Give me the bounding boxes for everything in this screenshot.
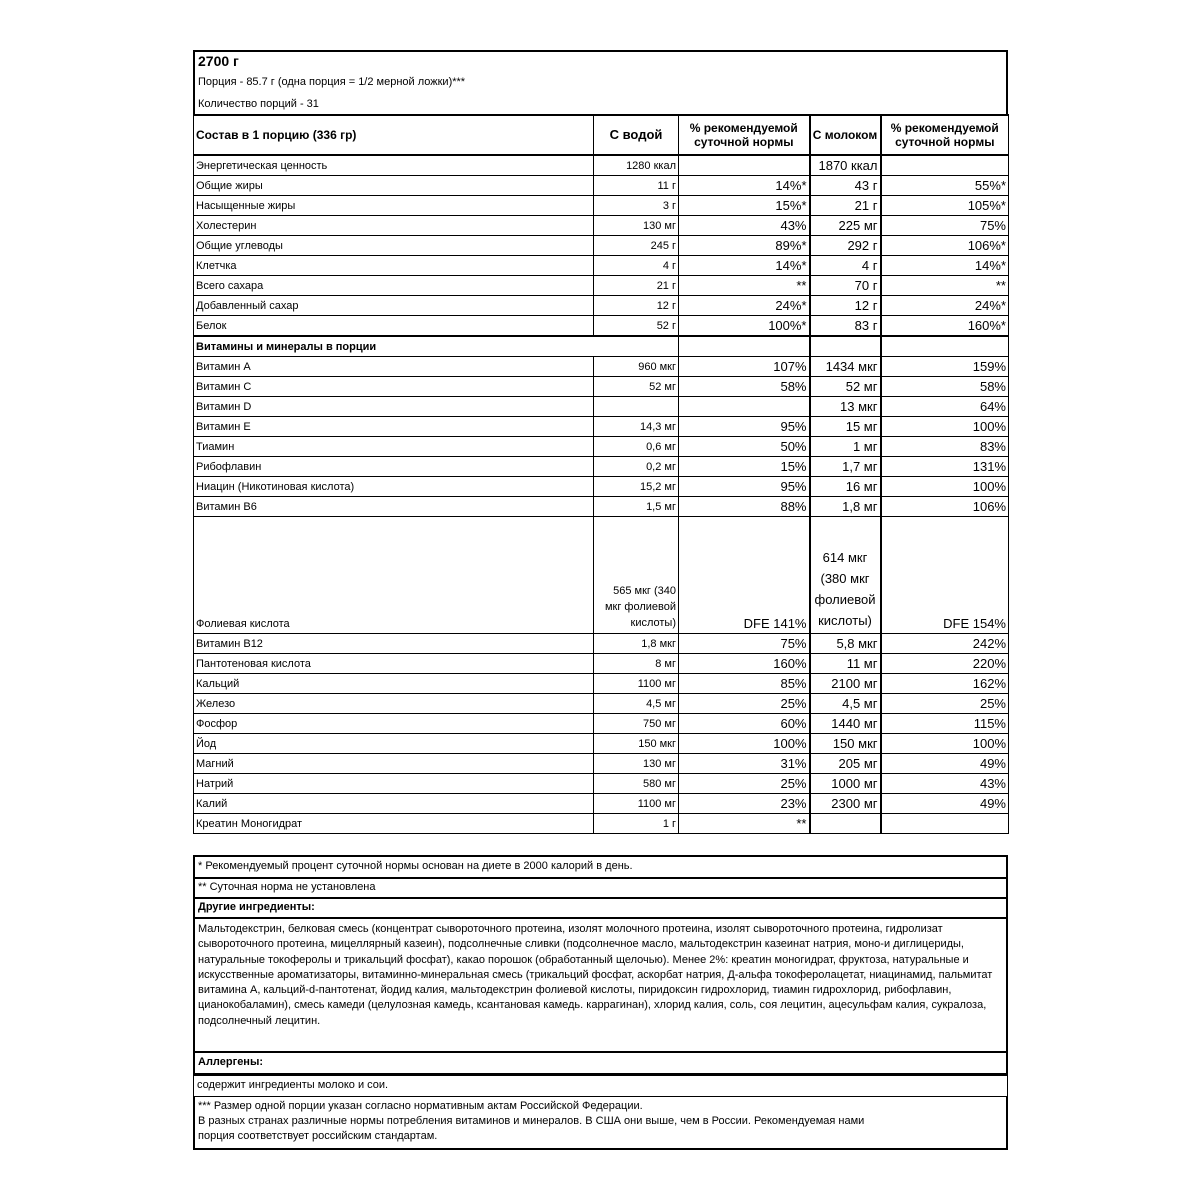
value-water: 52 мг [594,377,679,397]
table-row [194,674,1009,694]
percent-water [679,397,810,417]
percent-water [679,155,810,176]
section-title-row [194,336,1009,357]
nutrient-name: Рибофлавин [194,457,594,477]
table-row [194,754,1009,774]
allergens-title: Аллергены: [193,1053,1008,1075]
value-water: 1100 мг [594,794,679,814]
footnote-daily-value: * Рекомендуемый процент суточной нормы основан на диете в 2000 калорий в день. [193,855,1008,879]
value-milk: 1,7 мг [810,457,881,477]
value-milk: 2100 мг [810,674,881,694]
percent-water: 24%* [679,296,810,316]
note-line-3: порция соответствует российским стандартам. [198,1130,438,1142]
percent-milk: 159% [881,357,1009,377]
value-water: 750 мг [594,714,679,734]
value-milk: 614 мкг (380 мкг фолиевой кислоты) [810,517,881,634]
value-milk: 5,8 мкг [810,634,881,654]
value-water: 3 г [594,196,679,216]
percent-water: 95% [679,477,810,497]
nutrient-name: Пантотеновая кислота [194,654,594,674]
nutrition-table [193,114,1009,834]
value-water: 565 мкг (340 мкг фолиевой кислоты) [594,517,679,634]
percent-water: 43% [679,216,810,236]
value-milk: 21 г [810,196,881,216]
table-row [194,477,1009,497]
empty-cell [810,336,881,357]
percent-water: 85% [679,674,810,694]
percent-water: 100%* [679,316,810,337]
percent-water: 160% [679,654,810,674]
nutrient-name: Добавленный сахар [194,296,594,316]
percent-milk: 131% [881,457,1009,477]
nutrient-name: Всего сахара [194,276,594,296]
nutrient-name: Общие жиры [194,176,594,196]
value-milk: 150 мкг [810,734,881,754]
table-row [194,256,1009,276]
value-water: 245 г [594,236,679,256]
percent-milk: ** [881,276,1009,296]
table-row [194,634,1009,654]
nutrient-name: Кальций [194,674,594,694]
portion-size: Порция - 85.7 г (одна порция = 1/2 мерной ложки)*** [198,76,466,88]
value-milk: 16 мг [810,477,881,497]
nutrient-name: Витамин D [194,397,594,417]
footnote-not-set: ** Суточная норма не установлена [193,879,1008,899]
col-header-rdn-water: % рекомендуемой суточной нормы [679,115,810,155]
value-milk: 12 г [810,296,881,316]
percent-water: 107% [679,357,810,377]
value-water: 130 мг [594,216,679,236]
value-milk: 4,5 мг [810,694,881,714]
value-water: 1,8 мкг [594,634,679,654]
percent-milk: 55%* [881,176,1009,196]
percent-water: 14%* [679,256,810,276]
value-water: 21 г [594,276,679,296]
percent-water: ** [679,276,810,296]
table-row [194,397,1009,417]
table-row [194,517,1009,634]
percent-water: 89%* [679,236,810,256]
percent-water: 88% [679,497,810,517]
nutrient-name: Магний [194,754,594,774]
percent-water: DFE 141% [679,517,810,634]
col-header-rdn-milk: % рекомендуемой суточной нормы [881,115,1009,155]
nutrient-name: Ниацин (Никотиновая кислота) [194,477,594,497]
col-header-name: Состав в 1 порцию (336 гр) [194,115,594,155]
value-milk: 1440 мг [810,714,881,734]
percent-water: 25% [679,694,810,714]
value-water: 0,2 мг [594,457,679,477]
nutrient-name: Йод [194,734,594,754]
value-milk: 292 г [810,236,881,256]
percent-water: 60% [679,714,810,734]
percent-water: 25% [679,774,810,794]
table-row [194,155,1009,176]
nutrient-name: Энергетическая ценность [194,155,594,176]
percent-water: 23% [679,794,810,814]
nutrient-name: Тиамин [194,437,594,457]
nutrient-name: Фосфор [194,714,594,734]
percent-water: 95% [679,417,810,437]
nutrient-name: Калий [194,794,594,814]
value-water: 1280 ккал [594,155,679,176]
value-water: 1 г [594,814,679,834]
percent-milk [881,814,1009,834]
table-row [194,794,1009,814]
percent-milk: 25% [881,694,1009,714]
allergens-text: содержит ингредиенты молоко и сои. [193,1075,1008,1097]
table-row [194,196,1009,216]
value-milk: 225 мг [810,216,881,236]
value-milk: 4 г [810,256,881,276]
value-water: 15,2 мг [594,477,679,497]
percent-milk: 100% [881,477,1009,497]
percent-milk: 49% [881,754,1009,774]
percent-milk: 83% [881,437,1009,457]
percent-water: 15% [679,457,810,477]
value-milk: 1870 ккал [810,155,881,176]
table-header-row [194,115,1009,155]
percent-milk: 106% [881,497,1009,517]
percent-water: 31% [679,754,810,774]
nutrient-name: Витамин С [194,377,594,397]
value-milk: 1000 мг [810,774,881,794]
percent-milk: 24%* [881,296,1009,316]
value-water [594,397,679,417]
other-ingredients-text: Мальтодекстрин, белковая смесь (концентрат сывороточного протеина, изолят молочного протеина, изолят сывороточного протеина, гидролизат сывороточного протеина, мицеллярный казеин), подсолнечные сливки (подсолнечное масло, мальтодекстрин казеинат натрия, моно-и диглицериды, натуральные токоферолы и трикальций фосфат), какао порошок (обработанный щелочью). Менее 2%: креатин моногидрат, фруктоза, натуральные и искусственные ароматизаторы, витаминно-минеральная смесь (трикальций фосфат, аскорбат натрия, Д-альфа токоферолацетат, ниацинамид, пальмитат витамина А, кальций-d-пантотенат, йодид калия, мальтодекстрин фолиевой кислоты, пиридоксин гидрохлорид, тиамин гидрохлорид, рибофлавин, цианокобаламин), смесь камеди (целулозная камедь, ксантановая камедь. каррагинан), хлорид калия, соль, соя лецитин, ацесульфам калия, сукралоза, подсолнечный лецитин. [193,919,1008,1053]
table-row [194,296,1009,316]
table-row [194,417,1009,437]
percent-milk: 242% [881,634,1009,654]
percent-milk: 75% [881,216,1009,236]
table-row [194,357,1009,377]
percent-milk: 43% [881,774,1009,794]
empty-cell [679,336,810,357]
value-water: 4,5 мг [594,694,679,714]
value-milk: 1 мг [810,437,881,457]
value-water: 52 г [594,316,679,337]
percent-milk: 105%* [881,196,1009,216]
percent-milk: 14%* [881,256,1009,276]
nutrient-name: Насыщенные жиры [194,196,594,216]
percent-milk: 115% [881,714,1009,734]
table-row [194,654,1009,674]
value-water: 130 мг [594,754,679,774]
nutrient-name: Холестерин [194,216,594,236]
other-ingredients-title: Другие ингредиенты: [193,899,1008,919]
table-row [194,377,1009,397]
table-row [194,497,1009,517]
value-milk: 13 мкг [810,397,881,417]
nutrient-name: Креатин Моногидрат [194,814,594,834]
percent-milk: 49% [881,794,1009,814]
nutrient-name: Клетчка [194,256,594,276]
value-milk: 11 мг [810,654,881,674]
value-water: 150 мкг [594,734,679,754]
table-row [194,734,1009,754]
percent-water: 15%* [679,196,810,216]
value-milk: 83 г [810,316,881,337]
table-row [194,694,1009,714]
table-row [194,216,1009,236]
value-water: 14,3 мг [594,417,679,437]
table-row [194,457,1009,477]
value-milk: 2300 мг [810,794,881,814]
percent-milk [881,155,1009,176]
vitamins-section-title: Витамины и минералы в порции [194,336,679,357]
percent-milk: 106%* [881,236,1009,256]
percent-water: 58% [679,377,810,397]
value-water: 1100 мг [594,674,679,694]
col-header-milk: С молоком [810,115,881,155]
value-water: 1,5 мг [594,497,679,517]
nutrient-name: Белок [194,316,594,337]
value-water: 11 г [594,176,679,196]
percent-milk: 64% [881,397,1009,417]
nutrient-name: Витамин А [194,357,594,377]
table-row [194,714,1009,734]
table-row [194,774,1009,794]
empty-cell [881,336,1009,357]
value-water: 0,6 мг [594,437,679,457]
note-line-1: *** Размер одной порции указан согласно нормативным актам Российской Федерации. [198,1100,643,1112]
value-milk: 1434 мкг [810,357,881,377]
nutrient-name: Фолиевая кислота [194,517,594,634]
package-weight: 2700 г [198,53,239,69]
table-row [194,176,1009,196]
value-milk: 70 г [810,276,881,296]
nutrient-name: Витамин В6 [194,497,594,517]
note-line-2: В разных странах различные нормы потребления витаминов и минералов. В США они выше, чем в России. Рекомендуемая нами [198,1115,865,1127]
table-row [194,236,1009,256]
percent-milk: DFE 154% [881,517,1009,634]
value-milk: 205 мг [810,754,881,774]
value-milk: 1,8 мг [810,497,881,517]
nutrient-name: Общие углеводы [194,236,594,256]
percent-milk: 100% [881,734,1009,754]
percent-water: 100% [679,734,810,754]
percent-milk: 162% [881,674,1009,694]
value-water: 580 мг [594,774,679,794]
value-water: 8 мг [594,654,679,674]
percent-milk: 220% [881,654,1009,674]
nutrient-name: Витамин В12 [194,634,594,654]
percent-milk: 58% [881,377,1009,397]
percent-water: 75% [679,634,810,654]
nutrient-name: Железо [194,694,594,714]
nutrition-label [193,50,1008,1150]
col-header-water: С водой [594,115,679,155]
value-milk: 52 мг [810,377,881,397]
percent-water: 50% [679,437,810,457]
table-row [194,276,1009,296]
percent-milk: 100% [881,417,1009,437]
value-milk [810,814,881,834]
value-milk: 15 мг [810,417,881,437]
nutrient-name: Витамин Е [194,417,594,437]
table-row [194,437,1009,457]
portion-note [193,1097,1008,1150]
value-water: 4 г [594,256,679,276]
value-milk: 43 г [810,176,881,196]
portion-count: Количество порций - 31 [198,98,319,110]
label-header [193,50,1008,114]
percent-water: 14%* [679,176,810,196]
nutrient-name: Натрий [194,774,594,794]
value-water: 12 г [594,296,679,316]
percent-water: ** [679,814,810,834]
value-water: 960 мкг [594,357,679,377]
percent-milk: 160%* [881,316,1009,337]
table-row [194,316,1009,337]
table-row [194,814,1009,834]
